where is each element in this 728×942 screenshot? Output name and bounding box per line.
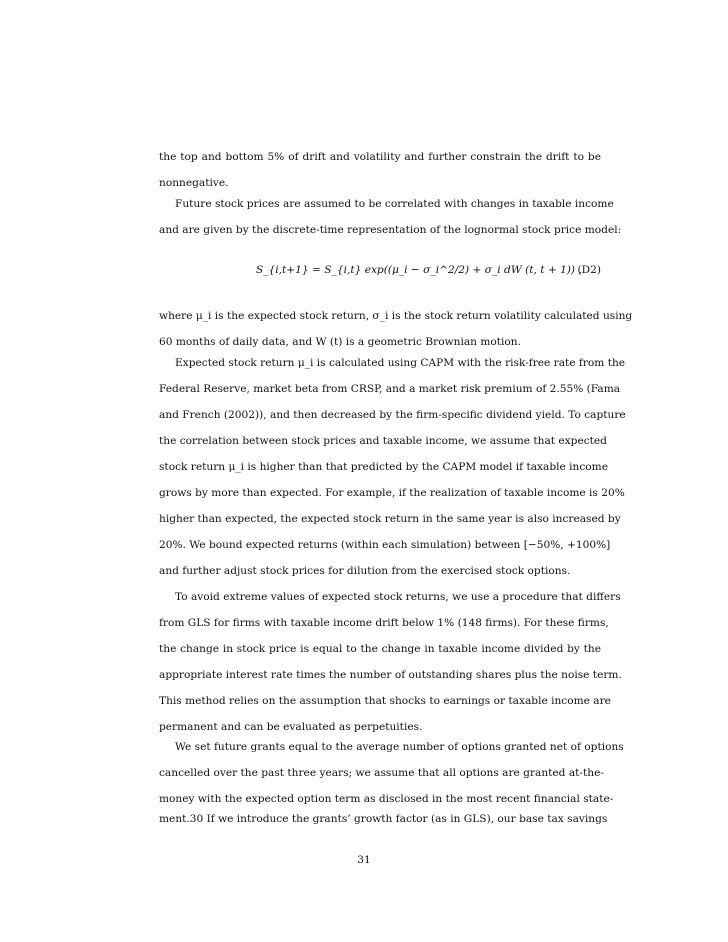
text-line: the correlation between stock prices and taxable income, we assume that expected xyxy=(159,435,607,447)
text-line: the top and bottom 5% of drift and volatility and further constrain the drift to be xyxy=(159,151,601,163)
text-line: from GLS for firms with taxable income drift below 1% (148 firms). For these firms, xyxy=(159,617,609,629)
text-line: Future stock prices are assumed to be correlated with changes in taxable income xyxy=(175,198,614,210)
text-line: This method relies on the assumption that shocks to earnings or taxable income are xyxy=(159,695,611,707)
text-line: stock return μ_i is higher than that predicted by the CAPM model if taxable income xyxy=(159,461,608,473)
text-line: higher than expected, the expected stock return in the same year is also increased by xyxy=(159,513,621,525)
text-line: Federal Reserve, market beta from CRSP, and a market risk premium of 2.55% (Fama xyxy=(159,383,621,395)
text-line: where μ_i is the expected stock return, σ_i is the stock return volatility calculated using xyxy=(159,310,633,322)
text-line: Expected stock return μ_i is calculated using CAPM with the risk-free rate from the xyxy=(175,357,626,369)
text-line: 20%. We bound expected returns (within each simulation) between [−50%, +100%] xyxy=(159,539,611,551)
text-line: appropriate interest rate times the number of outstanding shares plus the noise term. xyxy=(159,669,622,681)
page-number: 31 xyxy=(357,854,371,866)
text-line: ment.30 If we introduce the grants’ growth factor (as in GLS), our base tax savings xyxy=(159,813,608,825)
text-line: the change in stock price is equal to the change in taxable income divided by the xyxy=(159,643,601,655)
text-line: We set future grants equal to the average number of options granted net of options xyxy=(175,741,624,753)
text-line: permanent and can be evaluated as perpetuities. xyxy=(159,721,423,733)
text-line: 60 months of daily data, and W (t) is a geometric Brownian motion. xyxy=(159,336,521,348)
text-line: and are given by the discrete-time representation of the lognormal stock price model: xyxy=(159,224,622,236)
text-line: and further adjust stock prices for dilution from the exercised stock options. xyxy=(159,565,571,577)
equation-label: (D2) xyxy=(577,264,601,276)
text-line: grows by more than expected. For example, if the realization of taxable income is 20% xyxy=(159,487,625,499)
text-line: cancelled over the past three years; we assume that all options are granted at-the- xyxy=(159,767,604,779)
text-line: To avoid extreme values of expected stock returns, we use a procedure that differs xyxy=(175,591,621,603)
equation-body: S_{i,t+1} = S_{i,t} exp((μ_i − σ_i^2/2) + σ_i dW (t, t + 1)) , xyxy=(256,264,582,276)
text-line: and French (2002)), and then decreased by the firm-specific dividend yield. To capture xyxy=(159,409,626,421)
text-line: nonnegative. xyxy=(159,177,229,189)
equation-d2 xyxy=(159,262,601,280)
text-line: money with the expected option term as disclosed in the most recent financial state- xyxy=(159,793,614,805)
